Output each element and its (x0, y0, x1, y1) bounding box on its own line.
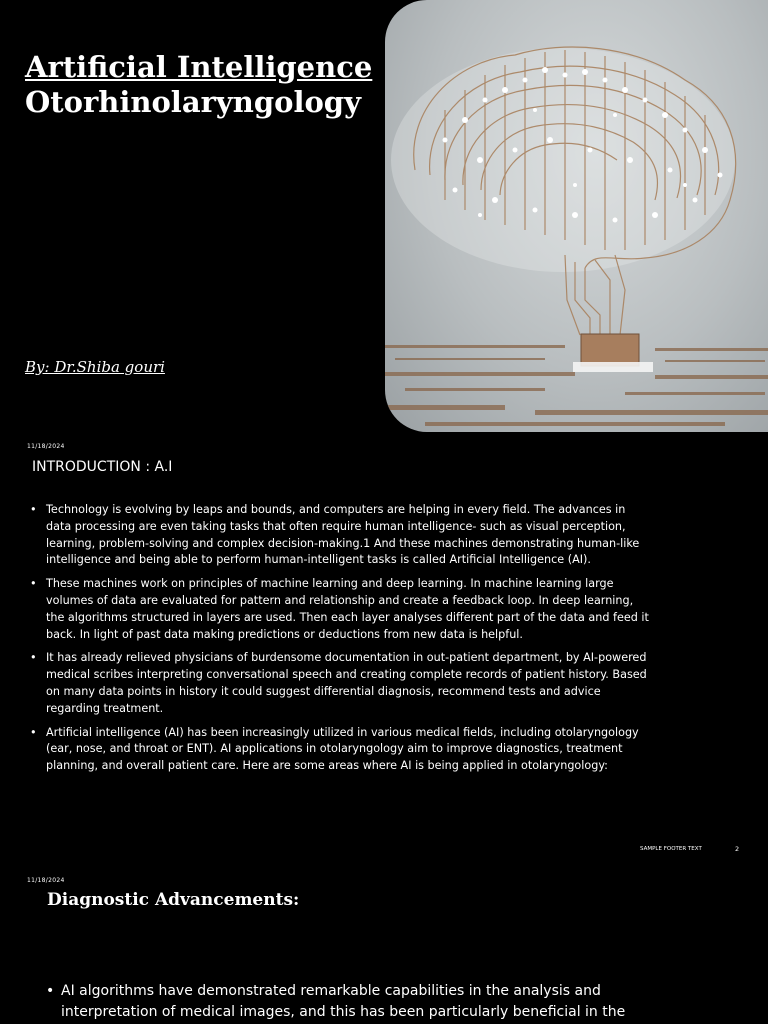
title-line-2: Otorhinolaryngology (25, 85, 361, 119)
list-item: • AI algorithms have demonstrated remarkable capabilities in the analysis and interpretation of medical images, and this has been particularly beneficial in the (46, 981, 646, 1023)
slide2-date: 11/18/2024 (27, 443, 65, 450)
list-item: • Artificial intelligence (AI) has been increasingly utilized in various medical fields, including otolaryngology (ear, nose, and throat or ENT). AI applications in otolaryngology aim to improve diagnostics, treatment planning, and overall patient care. Here are some areas where AI is being applied in otolaryngology: (30, 725, 652, 775)
slide3-date: 11/18/2024 (27, 877, 65, 884)
title-line-1: Artificial Intelligence (25, 50, 373, 84)
intro-bullet-list (30, 502, 652, 782)
circuit-brain-icon (385, 0, 768, 432)
title-slide (0, 0, 768, 432)
circuit-brain-image (385, 0, 768, 432)
list-item: • Technology is evolving by leaps and bounds, and computers are helping in every field. The advances in data processing are even taking tasks that often require human intelligence- such as visual perception, learning, problem-solving and complex decision-making.1 And these machines demonstrating human-like intelligence and being able to perform human-intelligent tasks is called Artificial Intelligence (AI). (30, 502, 652, 569)
presentation-title (25, 50, 372, 120)
intro-heading: INTRODUCTION : A.I (32, 459, 173, 475)
list-item: • These machines work on principles of machine learning and deep learning. In machine learning large volumes of data are evaluated for pattern and relationship and create a feedback loop. In deep learning, the algorithms structured in layers are used. Then each layer analyses different part of the data and feed it back. In light of past data making predictions or deductions from new data is helpful. (30, 576, 652, 643)
diagnostic-bullet-list (46, 981, 646, 1023)
footer-text: SAMPLE FOOTER TEXT (640, 846, 702, 852)
list-item: • It has already relieved physicians of burdensome documentation in out-patient department, by AI-powered medical scribes interpreting conversational speech and creating complete records of patient history. Based on many data points in history it could suggest differential diagnosis, recommend tests and advice regarding treatment. (30, 650, 652, 717)
page-number: 2 (735, 845, 740, 853)
diagnostic-heading: Diagnostic Advancements: (47, 890, 300, 910)
author-byline: By: Dr.Shiba gouri (25, 358, 165, 376)
